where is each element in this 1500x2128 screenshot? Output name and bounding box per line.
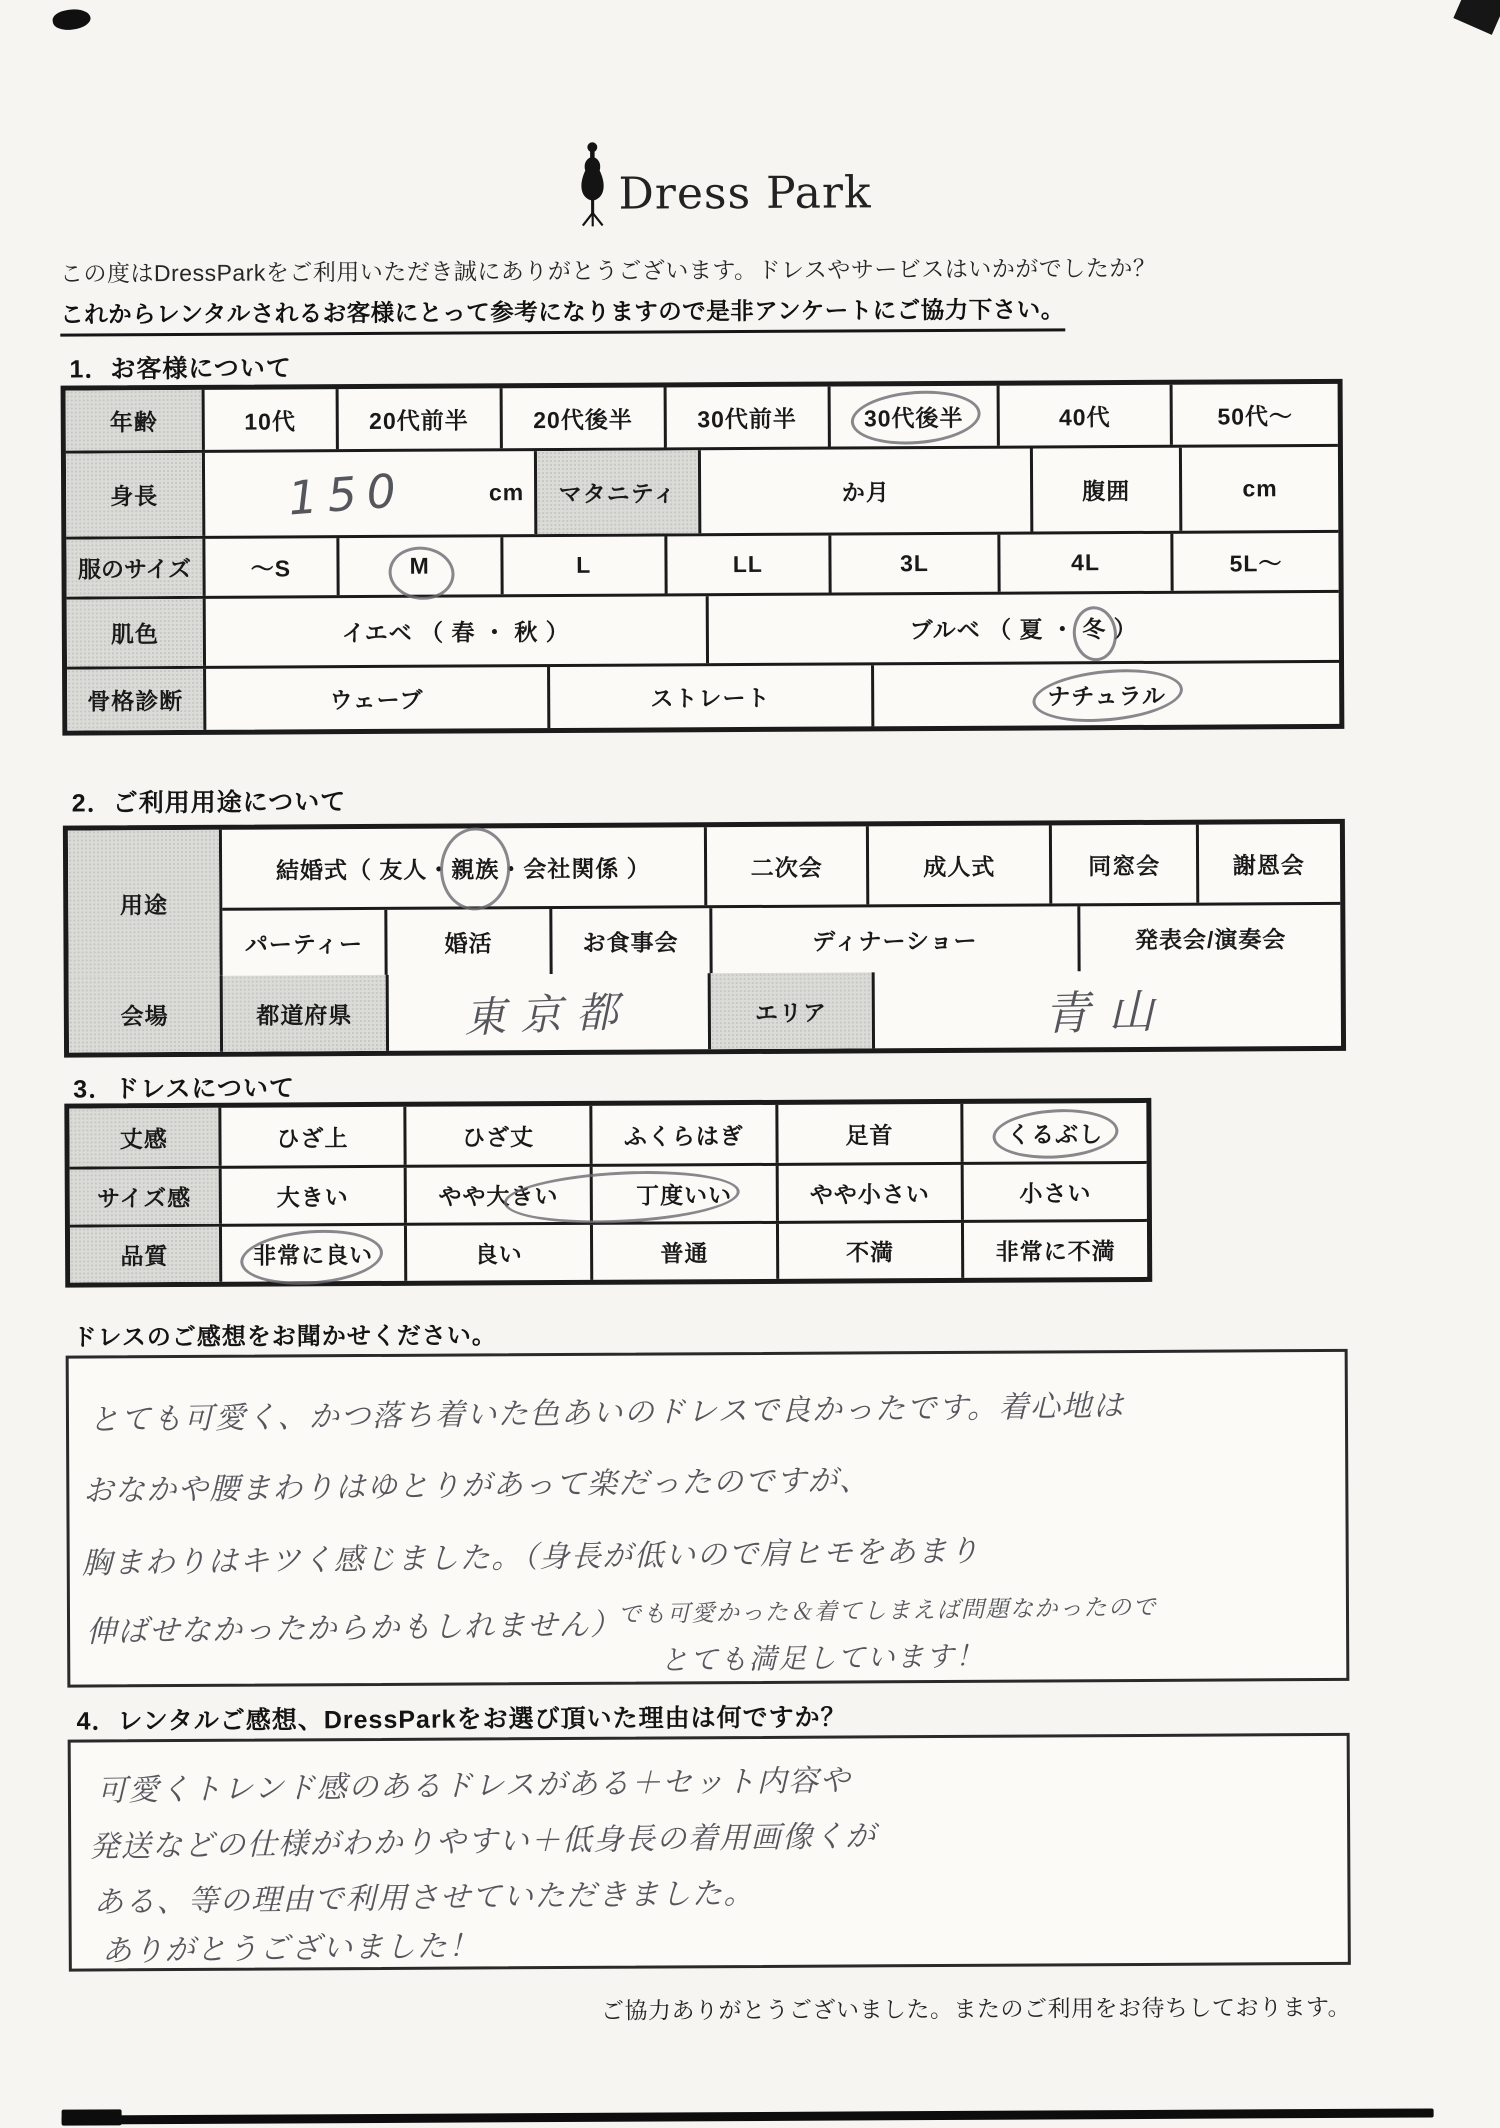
closing-message: ご協力ありがとうございました。またのご利用をお待ちしております。 — [600, 1993, 1352, 2024]
waist-unit-cell: cm — [1179, 447, 1338, 531]
frame-option-selected — [871, 663, 1339, 726]
reason-box — [68, 1733, 1351, 1972]
length-label: 丈感 — [69, 1108, 218, 1167]
height-row — [66, 444, 1338, 537]
purpose-option: お食事会 — [549, 908, 709, 974]
section1-heading: 1．お客様について — [69, 354, 292, 384]
wedding-prefix: 結婚式（ 友人・ — [275, 856, 452, 883]
size-option: LL — [664, 536, 828, 594]
size-option: ～S — [202, 538, 336, 596]
frame-option: ウェーブ — [203, 667, 547, 730]
usage-table — [63, 819, 1346, 1058]
purpose-wedding — [222, 827, 704, 908]
quality-label: 品質 — [70, 1227, 219, 1283]
length-option: 足首 — [775, 1104, 961, 1163]
skin-option-yellow: イエベ （ 春 ・ 秋 ） — [203, 596, 706, 666]
length-option: ひざ上 — [218, 1107, 404, 1166]
purpose-option: 二次会 — [704, 826, 866, 905]
handwritten-comment-line: 胸まわりはキツく感じました。（身長が低いので肩ヒモをあまり — [81, 1533, 981, 1582]
dress-form-icon — [574, 141, 610, 233]
wedding-suffix: ・会社関係 ） — [499, 855, 651, 882]
handwritten-prefecture: 東京都 — [463, 986, 633, 1043]
skin-blue-prefix: ブルベ （ 夏 ・ — [909, 616, 1075, 644]
fit-option: やや小さい — [775, 1165, 961, 1221]
dress-table — [64, 1098, 1152, 1288]
length-option: ふくらはぎ — [589, 1105, 775, 1164]
skin-blue-suffix: ） — [1113, 615, 1138, 643]
handwritten-reason-line: ありがとうございました！ — [101, 1928, 481, 1970]
frame-label: 骨格診断 — [67, 669, 203, 731]
length-row — [69, 1103, 1146, 1167]
pencil-circle: M — [409, 552, 430, 579]
size-row — [66, 530, 1338, 597]
age-row — [66, 384, 1338, 451]
dress-feedback-label: ドレスのご感想をお聞かせください。 — [72, 1322, 497, 1352]
fit-option-selected — [590, 1166, 776, 1222]
age-option-selected — [827, 386, 996, 447]
pencil-circle: 親族 — [451, 851, 499, 884]
size-option: 4L — [997, 534, 1170, 592]
area-value — [871, 970, 1341, 1048]
maternity-months-cell: か月 — [698, 449, 1030, 534]
age-option: 20代後半 — [499, 387, 663, 448]
fit-option: やや大きい — [404, 1167, 590, 1223]
height-value-cell — [202, 451, 534, 536]
pencil-circle: 丁度いい — [636, 1177, 732, 1211]
prefecture-label: 都道府県 — [220, 975, 386, 1052]
height-label: 身長 — [66, 453, 203, 537]
pencil-circle: 冬 — [1082, 611, 1106, 644]
purpose-label: 用途 — [68, 830, 220, 977]
pencil-circle: くるぶし — [1007, 1116, 1103, 1150]
purpose-option: パーティー — [244, 931, 364, 958]
length-option: ひざ丈 — [404, 1106, 590, 1165]
handwritten-height: 150 — [286, 462, 408, 525]
age-option: 20代前半 — [335, 388, 499, 449]
age-option: 30代前半 — [663, 387, 827, 448]
purpose-option: 同窓会 — [1049, 825, 1196, 904]
size-option-selected — [336, 537, 500, 595]
intro-line-emphasized: これからレンタルされるお客様にとって参考になりますので是非アンケートにご協力下さい。 — [60, 290, 1065, 336]
frame-option: ストレート — [547, 665, 872, 728]
brand-name: Dress Park — [618, 167, 872, 220]
pencil-circle: 30代後半 — [864, 399, 964, 433]
section4-heading: 4．レンタルご感想、DressParkをお選び頂いた理由は何ですか？ — [76, 1703, 847, 1736]
purpose-option: ディナーショー — [709, 906, 1078, 973]
purpose-option: 謝恩会 — [1196, 824, 1339, 903]
handwritten-comment-line: おなかや腰まわりはゆとりがあって楽だったのですが、 — [83, 1462, 871, 1509]
age-option: 40代 — [997, 385, 1170, 446]
skin-label: 肌色 — [67, 599, 203, 667]
waist-label: 腹囲 — [1030, 448, 1179, 532]
skin-tone-row — [67, 590, 1339, 667]
customer-table — [61, 379, 1345, 736]
handwritten-reason-line: ある、等の理由で利用させていただきました。 — [93, 1876, 756, 1921]
height-unit: cm — [488, 479, 525, 506]
pencil-circle: 非常に良い — [253, 1237, 373, 1271]
purpose-row-1 — [222, 824, 1340, 908]
fit-label: サイズ感 — [70, 1169, 219, 1225]
section2-heading: 2．ご利用用途について — [71, 788, 347, 818]
size-option: L — [500, 536, 664, 594]
handwritten-reason-line: 可愛くトレンド感のあるドレスがある＋セット内容や — [96, 1763, 852, 1809]
purpose-group — [68, 824, 1341, 977]
scan-artifact-top-left — [52, 7, 92, 32]
quality-option: 非常に不満 — [961, 1222, 1147, 1278]
quality-option: 普通 — [590, 1224, 776, 1280]
fit-option: 大きい — [218, 1168, 404, 1224]
quality-option: 不満 — [776, 1223, 962, 1279]
quality-row — [70, 1219, 1147, 1283]
handwritten-reason-line: 発送などの仕様がわかりやすい＋低身長の着用画像くが — [89, 1818, 877, 1865]
handwritten-area: 青山 — [1043, 983, 1173, 1041]
fit-option: 小さい — [961, 1164, 1147, 1220]
age-option: 10代 — [202, 389, 336, 450]
purpose-option: 発表会/演奏会 — [1078, 905, 1341, 971]
fit-row — [70, 1161, 1147, 1225]
size-label: 服のサイズ — [66, 539, 202, 597]
purpose-row-2 — [223, 902, 1341, 976]
dress-feedback-box — [66, 1349, 1350, 1688]
size-option: 3L — [828, 535, 997, 593]
size-option: 5L～ — [1170, 533, 1338, 591]
intro-line: この度はDressParkをご利用いただき誠にありがとうございます。ドレスやサービスはいかがでしたか？ — [59, 254, 1157, 287]
section3-heading: 3．ドレスについて — [73, 1074, 295, 1104]
purpose-option: 成人式 — [866, 825, 1050, 904]
scan-artifact-top-right — [1453, 0, 1500, 35]
maternity-label: マタニティ — [534, 450, 699, 534]
quality-option-selected — [219, 1226, 405, 1282]
handwritten-comment-line: 伸ばせなかったからかもしれません） — [85, 1607, 622, 1650]
prefecture-value — [385, 973, 707, 1051]
handwritten-comment-line: とても満足しています！ — [660, 1639, 985, 1677]
scan-artifact-bottom-edge — [62, 2108, 1434, 2124]
frame-row — [67, 660, 1339, 731]
length-option-selected — [961, 1103, 1147, 1162]
pencil-circle: ナチュラル — [1047, 678, 1166, 712]
age-option: 50代～ — [1170, 384, 1338, 445]
purpose-option: 婚活 — [385, 909, 550, 975]
quality-option: 良い — [404, 1225, 590, 1281]
skin-option-blue — [705, 593, 1339, 663]
age-label: 年齢 — [66, 390, 202, 451]
venue-row — [69, 970, 1341, 1053]
area-label: エリア — [707, 972, 871, 1049]
venue-label: 会場 — [69, 976, 221, 1053]
brand-logo — [574, 139, 872, 233]
handwritten-comment-line: とても可愛く、かつ落ち着いた色あいのドレスで良かったです。着心地は — [88, 1388, 1125, 1438]
handwritten-comment-line: でも可愛かった＆着てしまえば問題なかったので — [617, 1594, 1158, 1629]
